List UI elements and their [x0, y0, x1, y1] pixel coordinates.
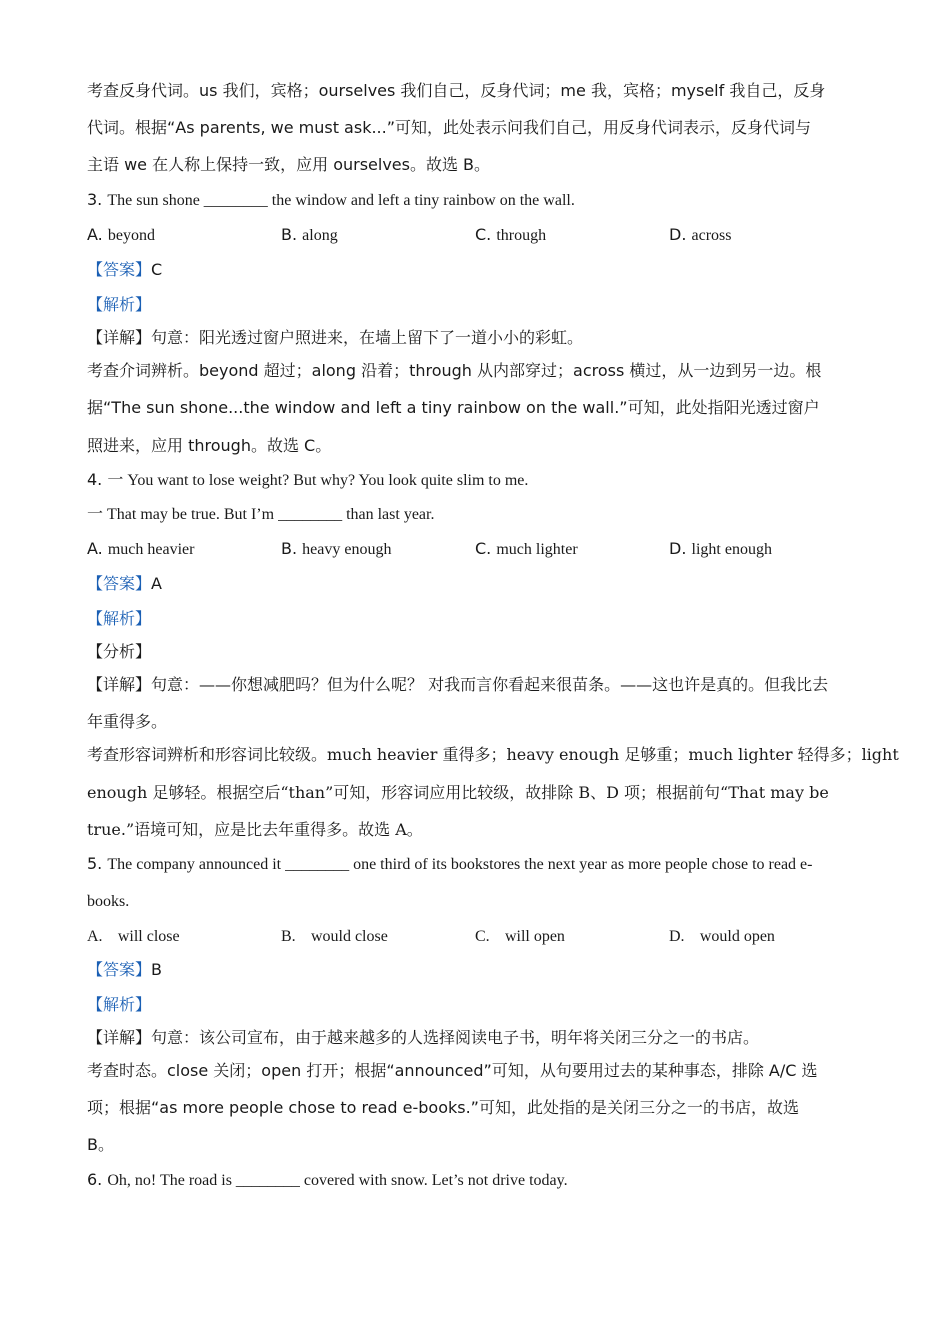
option-b [281, 538, 391, 561]
detail-line [87, 327, 870, 349]
answer-tag: 【答案】 [87, 960, 152, 979]
option-text: would open [699, 928, 775, 945]
answer-line [87, 573, 870, 595]
explanation-line: 据“The sun shone...the window and left a tiny rainbow on the wall.”可知，此处指阳光透过窗户 [87, 398, 820, 417]
question-number: 6. [87, 1170, 103, 1189]
question-text: The sun shone ________ the window and left a tiny rainbow on the wall. [107, 192, 575, 209]
analysis-tag: 【解析】 [87, 295, 152, 314]
answer-value: C [151, 260, 163, 279]
option-d [669, 224, 731, 247]
option-text: much heavier [107, 541, 195, 558]
option-letter: D. [669, 225, 687, 244]
option-letter: C. [475, 928, 490, 945]
option-text: across [691, 227, 732, 244]
option-d [669, 538, 772, 561]
question-number: 4. [87, 470, 103, 489]
explanation-line: B。 [87, 1135, 114, 1154]
detail-text: 句意：——你想减肥吗？但为什么呢？ 对我而言你看起来很苗条。——这也许是真的。但我比去 [151, 675, 829, 694]
option-d [669, 925, 775, 948]
detail-tag: 【详解】 [87, 1028, 152, 1047]
option-letter: A. [87, 225, 103, 244]
detail-text: 句意：该公司宣布，由于越来越多的人选择阅读电子书，明年将关闭三分之一的书店。 [151, 1028, 760, 1047]
detail-text: 句意：阳光透过窗户照进来，在墙上留下了一道小小的彩虹。 [151, 328, 584, 347]
detail-tag: 【详解】 [87, 328, 152, 347]
option-text: beyond [107, 227, 155, 244]
option-a [87, 224, 155, 247]
option-text: through [496, 227, 547, 244]
detail-tag: 【详解】 [87, 675, 152, 694]
explanation-line: 考查反身代词。us 我们，宾格；ourselves 我们自己，反身代词；me 我，宾格；myself 我自己，反身 [87, 81, 826, 100]
detail-line [87, 674, 870, 696]
question-4-stem [87, 469, 870, 492]
option-letter: D. [669, 539, 687, 558]
option-letter: B. [281, 928, 296, 945]
answer-value: A [151, 574, 162, 593]
option-c [475, 224, 546, 247]
question-text: books. [87, 893, 130, 910]
explanation-line: 代词。根据“As parents, we must ask...”可知，此处表示问我们自己，用反身代词表示，反身代词与 [87, 118, 812, 137]
question-text: 一 You want to lose weight? But why? You look quite slim to me. [107, 472, 529, 489]
option-text: will open [504, 928, 565, 945]
option-letter: A. [87, 539, 103, 558]
option-c [475, 538, 578, 561]
option-letter: A. [87, 928, 103, 945]
option-a [87, 538, 194, 561]
analysis-tag: 【解析】 [87, 995, 152, 1014]
explanation-line: true.”语境可知，应是比去年重得多。故选 A。 [87, 820, 423, 839]
option-letter: C. [475, 539, 492, 558]
question-text: 一 That may be true. But I’m ________ than last year. [87, 506, 435, 523]
option-text: much lighter [496, 541, 578, 558]
explanation-line: 照进来，应用 through。故选 C。 [87, 436, 332, 455]
question-number: 3. [87, 190, 103, 209]
explanation-line: 项；根据“as more people chose to read e-books.”可知，此处指的是关闭三分之一的书店，故选 [87, 1098, 799, 1117]
question-number: 5. [87, 854, 103, 873]
option-c [475, 925, 565, 948]
option-letter: C. [475, 225, 492, 244]
answer-line [87, 259, 870, 281]
option-text: light enough [691, 541, 772, 558]
option-letter: B. [281, 539, 298, 558]
question-3-stem [87, 189, 870, 212]
answer-line [87, 959, 870, 981]
option-a [87, 925, 180, 948]
detail-line [87, 1027, 870, 1049]
explanation-line: 考查时态。close 关闭；open 打开；根据“announced”可知，从句要用过去的某种事态，排除 A/C 选 [87, 1061, 818, 1080]
option-text: heavy enough [302, 541, 392, 558]
detail-line: 年重得多。 [87, 712, 168, 731]
option-text: along [302, 227, 338, 244]
question-5-stem [87, 853, 870, 876]
option-letter: D. [669, 928, 685, 945]
explanation-line: 主语 we 在人称上保持一致，应用 ourselves。故选 B。 [87, 155, 491, 174]
option-b [281, 925, 388, 948]
question-6-stem [87, 1169, 870, 1192]
question-text: Oh, no! The road is ________ covered with snow. Let’s not drive today. [107, 1172, 568, 1189]
option-b [281, 224, 338, 247]
question-text: The company announced it ________ one third of its bookstores the next year as more people chose to read e- [107, 856, 813, 873]
option-text: will close [117, 928, 180, 945]
answer-tag: 【答案】 [87, 574, 152, 593]
option-letter: B. [281, 225, 298, 244]
explanation-line: 考查形容词辨析和形容词比较级。much heavier 重得多；heavy enough 足够重；much lighter 轻得多；light [87, 745, 899, 764]
analysis-tag: 【解析】 [87, 609, 152, 628]
option-text: would close [310, 928, 388, 945]
explanation-line: 考查介词辨析。beyond 超过；along 沿着；through 从内部穿过；across 横过，从一边到另一边。根 [87, 361, 822, 380]
answer-tag: 【答案】 [87, 260, 152, 279]
answer-value: B [151, 960, 162, 979]
fenxi-tag: 【分析】 [87, 642, 152, 661]
explanation-line: enough 足够轻。根据空后“than”可知，形容词应用比较级，故排除 B、D 项；根据前句“That may be [87, 783, 829, 802]
